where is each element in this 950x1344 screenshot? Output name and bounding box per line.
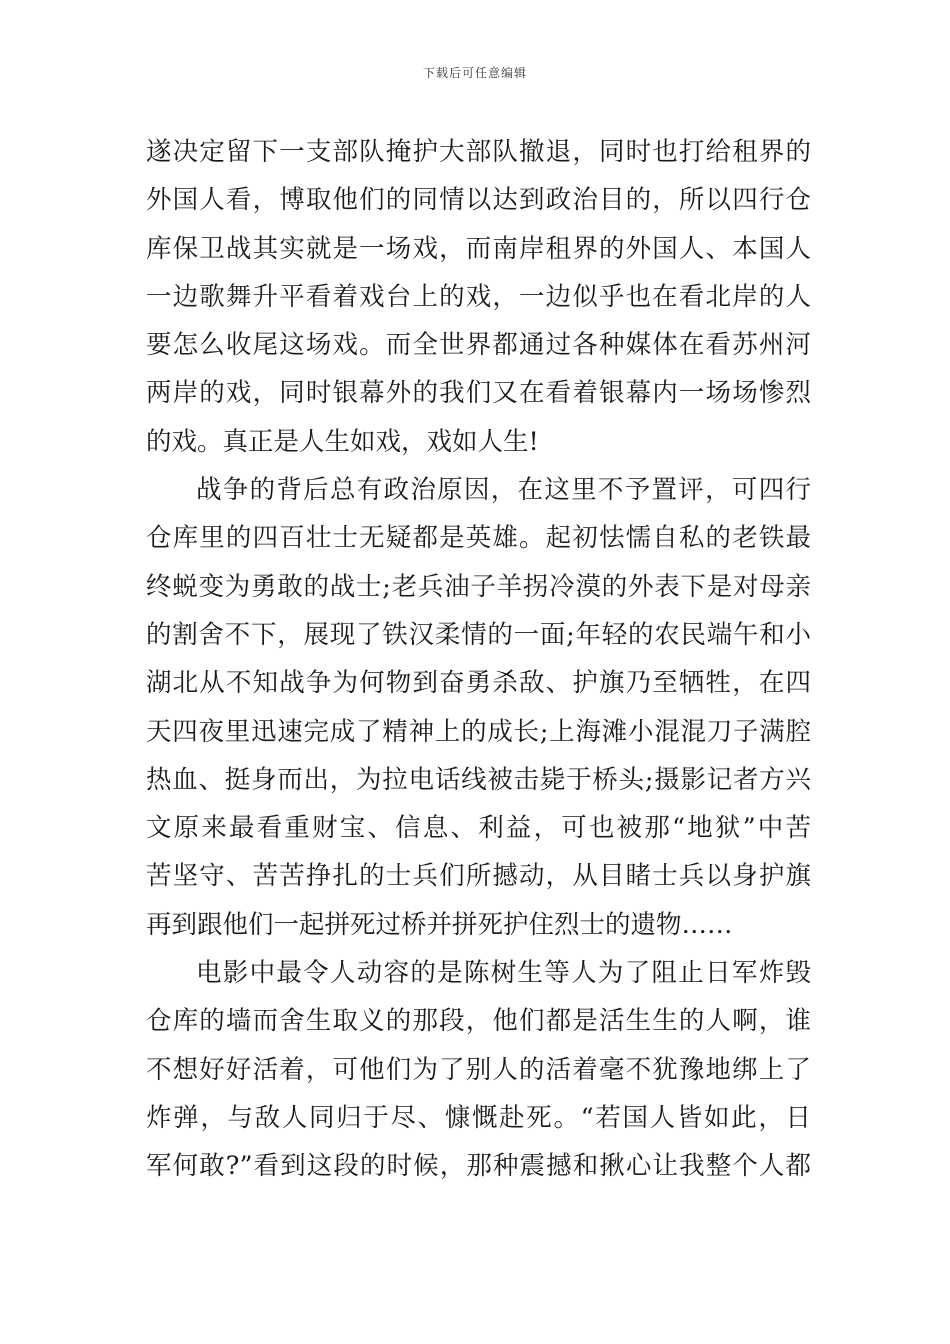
text-line: 一边歌舞升平看着戏台上的戏，一边似乎也在看北岸的人 bbox=[146, 281, 811, 312]
document-body bbox=[146, 128, 811, 1191]
paragraph-first-line: 电影中最令人动容的是陈树生等人为了阻止日军炸毁 bbox=[196, 958, 811, 989]
text-line: 热血、挺身而出，为拉电话线被击毙于桥头;摄影记者方兴 bbox=[146, 764, 811, 795]
text-line: 库保卫战其实就是一场戏，而南岸租界的外国人、本国人 bbox=[146, 233, 811, 264]
paragraph-first-line: 战争的背后总有政治原因，在这里不予置评，可四行 bbox=[196, 475, 811, 506]
text-line: 外国人看，博取他们的同情以达到政治目的，所以四行仓 bbox=[146, 185, 811, 216]
text-line: 的戏。真正是人生如戏，戏如人生! bbox=[146, 426, 539, 457]
text-line: 湖北从不知战争为何物到奋勇杀敌、护旗乃至牺牲，在四 bbox=[146, 668, 811, 699]
text-line: 天四夜里迅速完成了精神上的成长;上海滩小混混刀子满腔 bbox=[146, 716, 811, 747]
text-line: 遂决定留下一支部队掩护大部队撤退，同时也打给租界的 bbox=[146, 137, 811, 167]
text-line: 不想好好活着，可他们为了别人的活着毫不犹豫地绑上了 bbox=[146, 1054, 811, 1085]
text-line: 文原来最看重财宝、信息、利益，可也被那“地狱”中苦 bbox=[146, 813, 811, 844]
text-line: 仓库的墙而舍生取义的那段，他们都是活生生的人啊，谁 bbox=[146, 1006, 811, 1037]
text-line: 终蜕变为勇敢的战士;老兵油子羊拐冷漠的外表下是对母亲 bbox=[146, 571, 811, 602]
text-line: 两岸的戏，同时银幕外的我们又在看着银幕内一场场惨烈 bbox=[146, 378, 811, 409]
text-line: 的割舍不下，展现了铁汉柔情的一面;年轻的农民端午和小 bbox=[146, 619, 811, 650]
text-line: 苦坚守、苦苦挣扎的士兵们所撼动，从目睹士兵以身护旗 bbox=[146, 861, 811, 892]
text-line: 炸弹，与敌人同归于尽、慷慨赴死。“若国人皆如此，日 bbox=[146, 1102, 811, 1133]
page-header: 下载后可任意编辑 bbox=[422, 66, 527, 80]
text-line: 军何敢?”看到这段的时候，那种震撼和揪心让我整个人都 bbox=[146, 1151, 811, 1182]
text-line: 仓库里的四百壮士无疑都是英雄。起初怯懦自私的老铁最 bbox=[146, 523, 811, 554]
text-line: 要怎么收尾这场戏。而全世界都通过各种媒体在看苏州河 bbox=[146, 330, 811, 361]
text-line: 再到跟他们一起拼死过桥并拼死护住烈士的遗物…… bbox=[146, 909, 733, 940]
